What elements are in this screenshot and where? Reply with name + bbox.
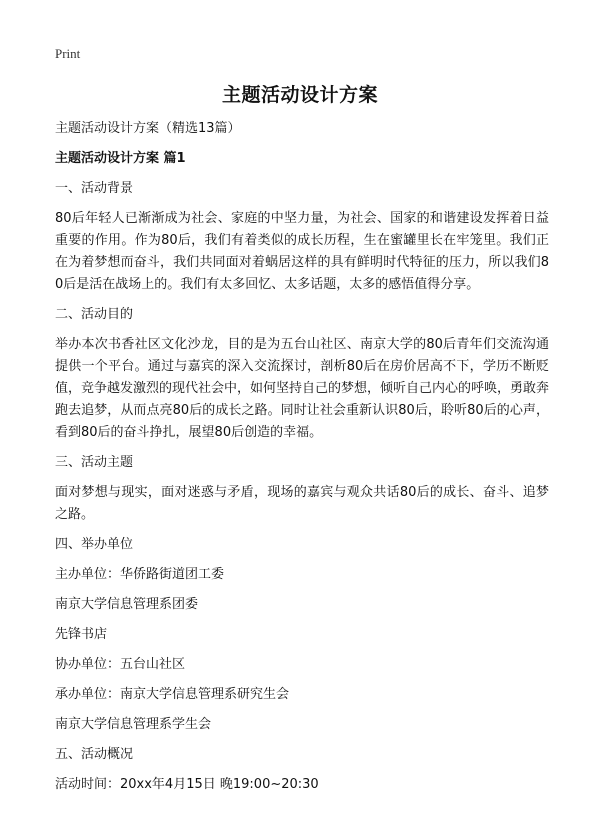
section-paragraph-background: 80后年轻人已渐渐成为社会、家庭的中坚力量，为社会、国家的和谐建设发挥着日益重要的作用。作为80后，我们有着类似的成长历程，生在蜜罐里长在牢笼里。我们正在为着梦想而奋斗，我们共同面对着蜗居这样的具有鲜明时代特征的压力，所以我们80后是活在战场上的。我们有太多回忆、太多话题，太多的感悟值得分享。 <box>55 211 549 292</box>
section-heading-overview: 五、活动概况 <box>55 747 134 762</box>
undertaker-line: 承办单位：南京大学信息管理系研究生会 <box>55 687 290 702</box>
organizer-line-2: 南京大学信息管理系团委 <box>55 597 199 612</box>
print-label: Print <box>55 46 81 61</box>
article-title: 主题活动设计方案 篇1 <box>55 151 186 166</box>
section-heading-theme: 三、活动主题 <box>55 455 134 470</box>
section-heading-purpose: 二、活动目的 <box>55 307 134 322</box>
event-time-line: 活动时间：20xx年4月15日 晚19:00~20:30 <box>55 777 319 792</box>
section-paragraph-purpose: 举办本次书香社区文化沙龙，目的是为五台山社区、南京大学的80后青年们交流沟通提供一个平台。通过与嘉宾的深入交流探讨，剖析80后在房价居高不下，学历不断贬值，竞争越发激烈的现代社会中，如何坚持自己的梦想，倾听自己内心的呼唤，勇敢奔跑去追梦，从而点亮80后的成长之路。同时让社会重新认识80后，聆听80后的心声，看到80后的奋斗挣扎，展望80后创造的幸福。 <box>55 337 550 440</box>
section-paragraph-theme: 面对梦想与现实，面对迷惑与矛盾，现场的嘉宾与观众共话80后的成长、奋斗、追梦之路。 <box>55 485 549 522</box>
document-body <box>55 118 549 804</box>
organizer-line: 主办单位：华侨路街道团工委 <box>55 567 225 582</box>
undertaker-line-2: 南京大学信息管理系学生会 <box>55 717 212 732</box>
co-organizer-line: 协办单位：五台山社区 <box>55 657 186 672</box>
organizer-line-3: 先锋书店 <box>55 627 108 642</box>
page-title: 主题活动设计方案 <box>221 84 378 106</box>
section-heading-organizers: 四、举办单位 <box>55 537 134 552</box>
document-subtitle: 主题活动设计方案（精选13篇） <box>55 121 241 136</box>
section-heading-background: 一、活动背景 <box>55 181 134 196</box>
